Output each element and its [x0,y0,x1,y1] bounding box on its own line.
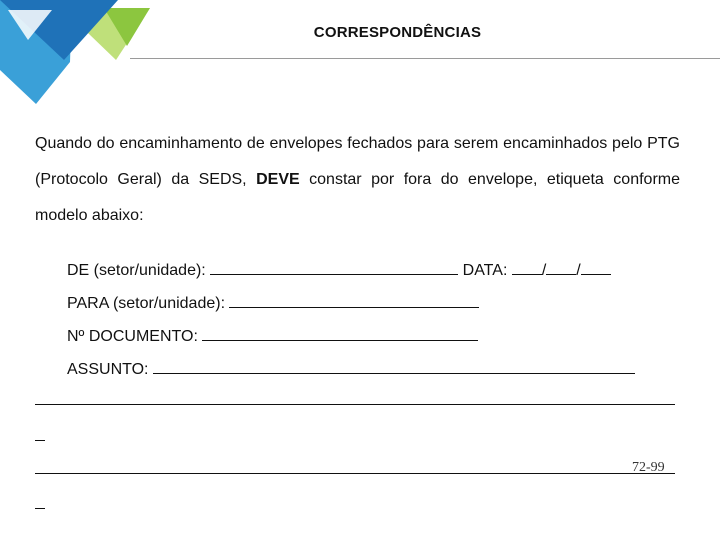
para-blank[interactable] [229,293,479,308]
date-separator: / [576,262,581,279]
data-label: DATA: [462,262,508,279]
logo [0,0,160,110]
assunto-label: ASSUNTO: [67,361,149,378]
para-label: PARA (setor/unidade): [67,295,226,312]
date-day-blank[interactable] [512,260,542,275]
instruction-emphasis: DEVE [256,171,300,188]
documento-blank[interactable] [202,326,478,341]
continuation-line-1[interactable] [35,404,675,405]
assunto-blank[interactable] [153,359,635,374]
de-label: DE (setor/unidade): [67,262,206,279]
documento-label: Nº DOCUMENTO: [67,328,198,345]
date-month-blank[interactable] [546,260,576,275]
para-field-row [67,293,479,313]
title-divider [130,58,720,59]
date-separator: / [541,262,547,279]
continuation-stub-1 [35,440,45,441]
assunto-field-row [67,359,635,379]
instruction-paragraph [35,126,680,234]
date-year-blank[interactable] [581,260,611,275]
page-number: 72-99 [632,460,665,475]
documento-field-row [67,326,478,346]
instruction-text-end: constar por fora do envelope, etiqueta conforme modelo abaixo: [35,171,680,224]
de-blank[interactable] [210,260,458,275]
instruction-text-start: Quando do encaminhamento de envelopes fechados para serem encaminhados pelo PTG (Protocolo Geral) da SEDS, [35,135,680,188]
de-field-row [67,260,611,280]
continuation-line-2[interactable] [35,473,675,474]
continuation-stub-2 [35,508,45,509]
page-title: CORRESPONDÊNCIAS [313,24,482,41]
